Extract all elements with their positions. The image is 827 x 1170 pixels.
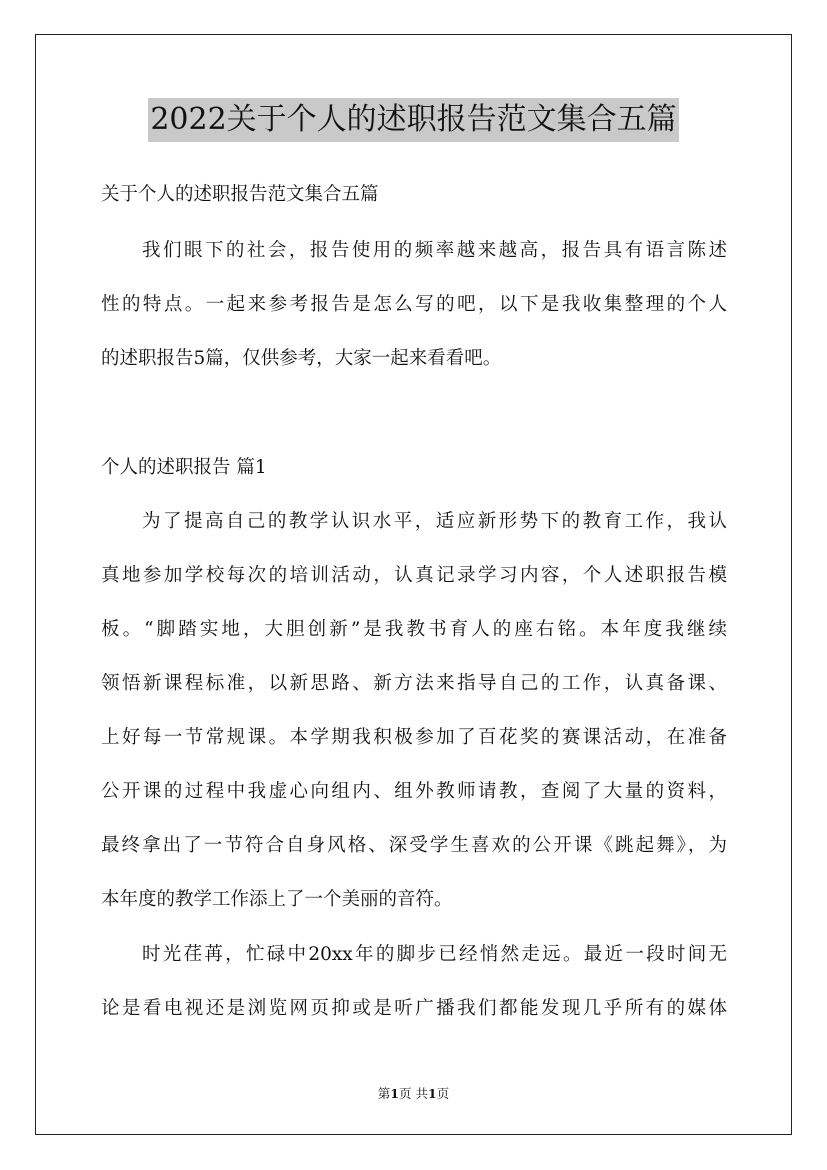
paragraph-line: 本年度的教学工作添上了一个美丽的音符。	[101, 889, 453, 910]
paragraph-line: 时光荏苒，忙碌中20xx年的脚步已经悄然走远。最近一段时间无	[142, 944, 727, 965]
page-footer	[0, 1084, 827, 1102]
footer-total-pages: 1	[427, 1086, 437, 1101]
paragraph-line: 最终拿出了一节符合自身风格、深受学生喜欢的公开课《跳起舞》，为	[101, 835, 727, 856]
subtitle: 关于个人的述职报告范文集合五篇	[101, 184, 379, 205]
title-container	[0, 98, 827, 142]
intro-line: 我们眼下的社会，报告使用的频率越来越高，报告具有语言陈述	[142, 240, 727, 261]
footer-mid: 页 共	[399, 1086, 428, 1101]
section-heading: 个人的述职报告 篇1	[101, 457, 267, 478]
paragraph-line: 板。“脚踏实地，大胆创新”是我教书育人的座右铭。本年度我继续	[101, 619, 727, 640]
paragraph-line: 上好每一节常规课。本学期我积极参加了百花奖的赛课活动，在准备	[101, 727, 727, 748]
paragraph-line: 真地参加学校每次的培训活动，认真记录学习内容，个人述职报告模	[101, 565, 727, 586]
footer-page-number: 1	[390, 1086, 399, 1101]
intro-line: 性的特点。一起来参考报告是怎么写的吧，以下是我收集整理的个人	[101, 294, 727, 315]
document-title: 2022关于个人的述职报告范文集合五篇	[148, 98, 678, 142]
paragraph-line: 为了提高自己的教学认识水平，适应新形势下的教育工作，我认	[142, 511, 727, 532]
paragraph-line: 公开课的过程中我虚心向组内、组外教师请教，查阅了大量的资料，	[101, 781, 727, 802]
intro-line: 的述职报告5篇，仅供参考，大家一起来看看吧。	[101, 348, 502, 369]
footer-prefix: 第	[377, 1086, 391, 1101]
footer-suffix: 页	[436, 1086, 450, 1101]
paragraph-line: 领悟新课程标准，以新思路、新方法来指导自己的工作，认真备课、	[101, 673, 727, 694]
paragraph-line: 论是看电视还是浏览网页抑或是听广播我们都能发现几乎所有的媒体	[101, 998, 727, 1019]
